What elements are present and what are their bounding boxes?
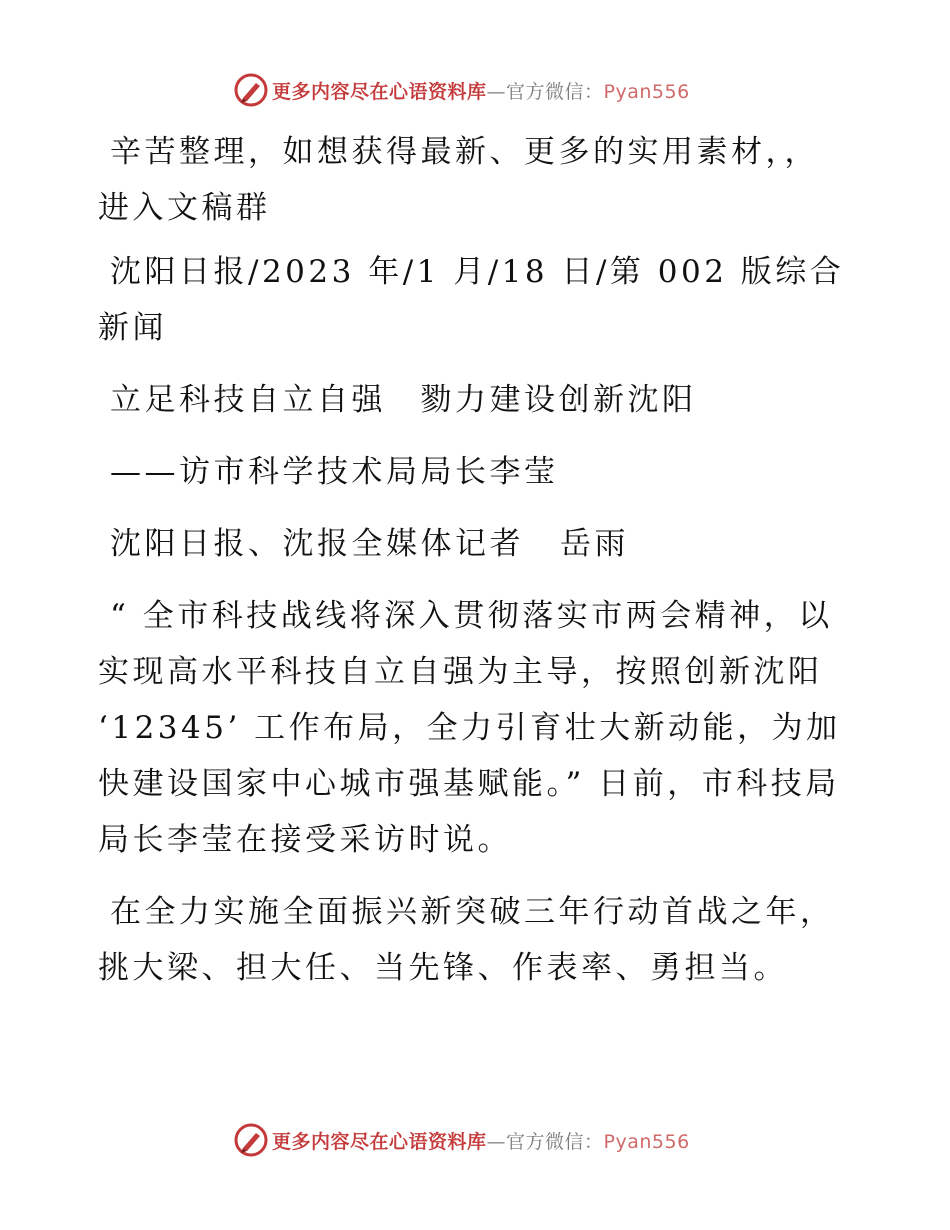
subheadline-text: ——访市科学技术局局长李莹 <box>110 454 559 490</box>
byline-outlet: 沈阳日报、沈报全媒体记者 <box>110 526 524 562</box>
body-paragraph-1 <box>98 588 858 868</box>
watermark-footer <box>234 1120 690 1160</box>
watermark-official-label: 官方微信： <box>506 1130 604 1153</box>
intro-line-1: 辛苦整理，如想获得最新、更多的实用素材，， <box>110 134 819 170</box>
watermark-dash: — <box>486 80 507 103</box>
watermark-text <box>272 77 690 104</box>
intro-paragraph <box>98 124 858 236</box>
watermark-official-label: 官方微信： <box>506 80 604 103</box>
watermark-account: Pyan556 <box>603 80 690 103</box>
watermark-account: Pyan556 <box>603 1130 690 1153</box>
body-paragraph-2 <box>98 884 858 996</box>
watermark-dash: — <box>486 1130 507 1153</box>
source-text: 沈阳日报/2023 年/1 月/18 日/第 002 版综合新闻 <box>98 254 845 346</box>
pen-logo-icon <box>234 1123 268 1157</box>
watermark-header <box>234 70 690 110</box>
watermark-brand: 更多内容尽在心语资料库 <box>272 1130 487 1153</box>
document-body <box>98 124 858 1012</box>
source-line <box>98 244 858 356</box>
watermark-brand: 更多内容尽在心语资料库 <box>272 80 487 103</box>
byline <box>98 516 858 572</box>
headline-text: 立足科技自立自强 勠力建设创新沈阳 <box>110 382 697 418</box>
body-paragraph-2-text: 在全力实施全面振兴新突破三年行动首战之年，挑大梁、担大任、当先锋、作表率、勇担当。 <box>98 894 835 986</box>
byline-reporter: 岳雨 <box>560 526 629 562</box>
pen-logo-icon <box>234 73 268 107</box>
subheadline <box>98 444 858 500</box>
watermark-text <box>272 1127 690 1154</box>
body-paragraph-1-text: “ 全市科技战线将深入贯彻落实市两会精神，以实现高水平科技自立自强为主导，按照创新沈阳 ‘12345’ 工作布局，全力引育壮大新动能，为加快建设国家中心城市强基赋能。” 日前，市科技局局长李莹在接受采访时说。 <box>98 598 841 858</box>
intro-line-2: 进入文稿群 <box>98 190 271 226</box>
headline <box>98 372 858 428</box>
